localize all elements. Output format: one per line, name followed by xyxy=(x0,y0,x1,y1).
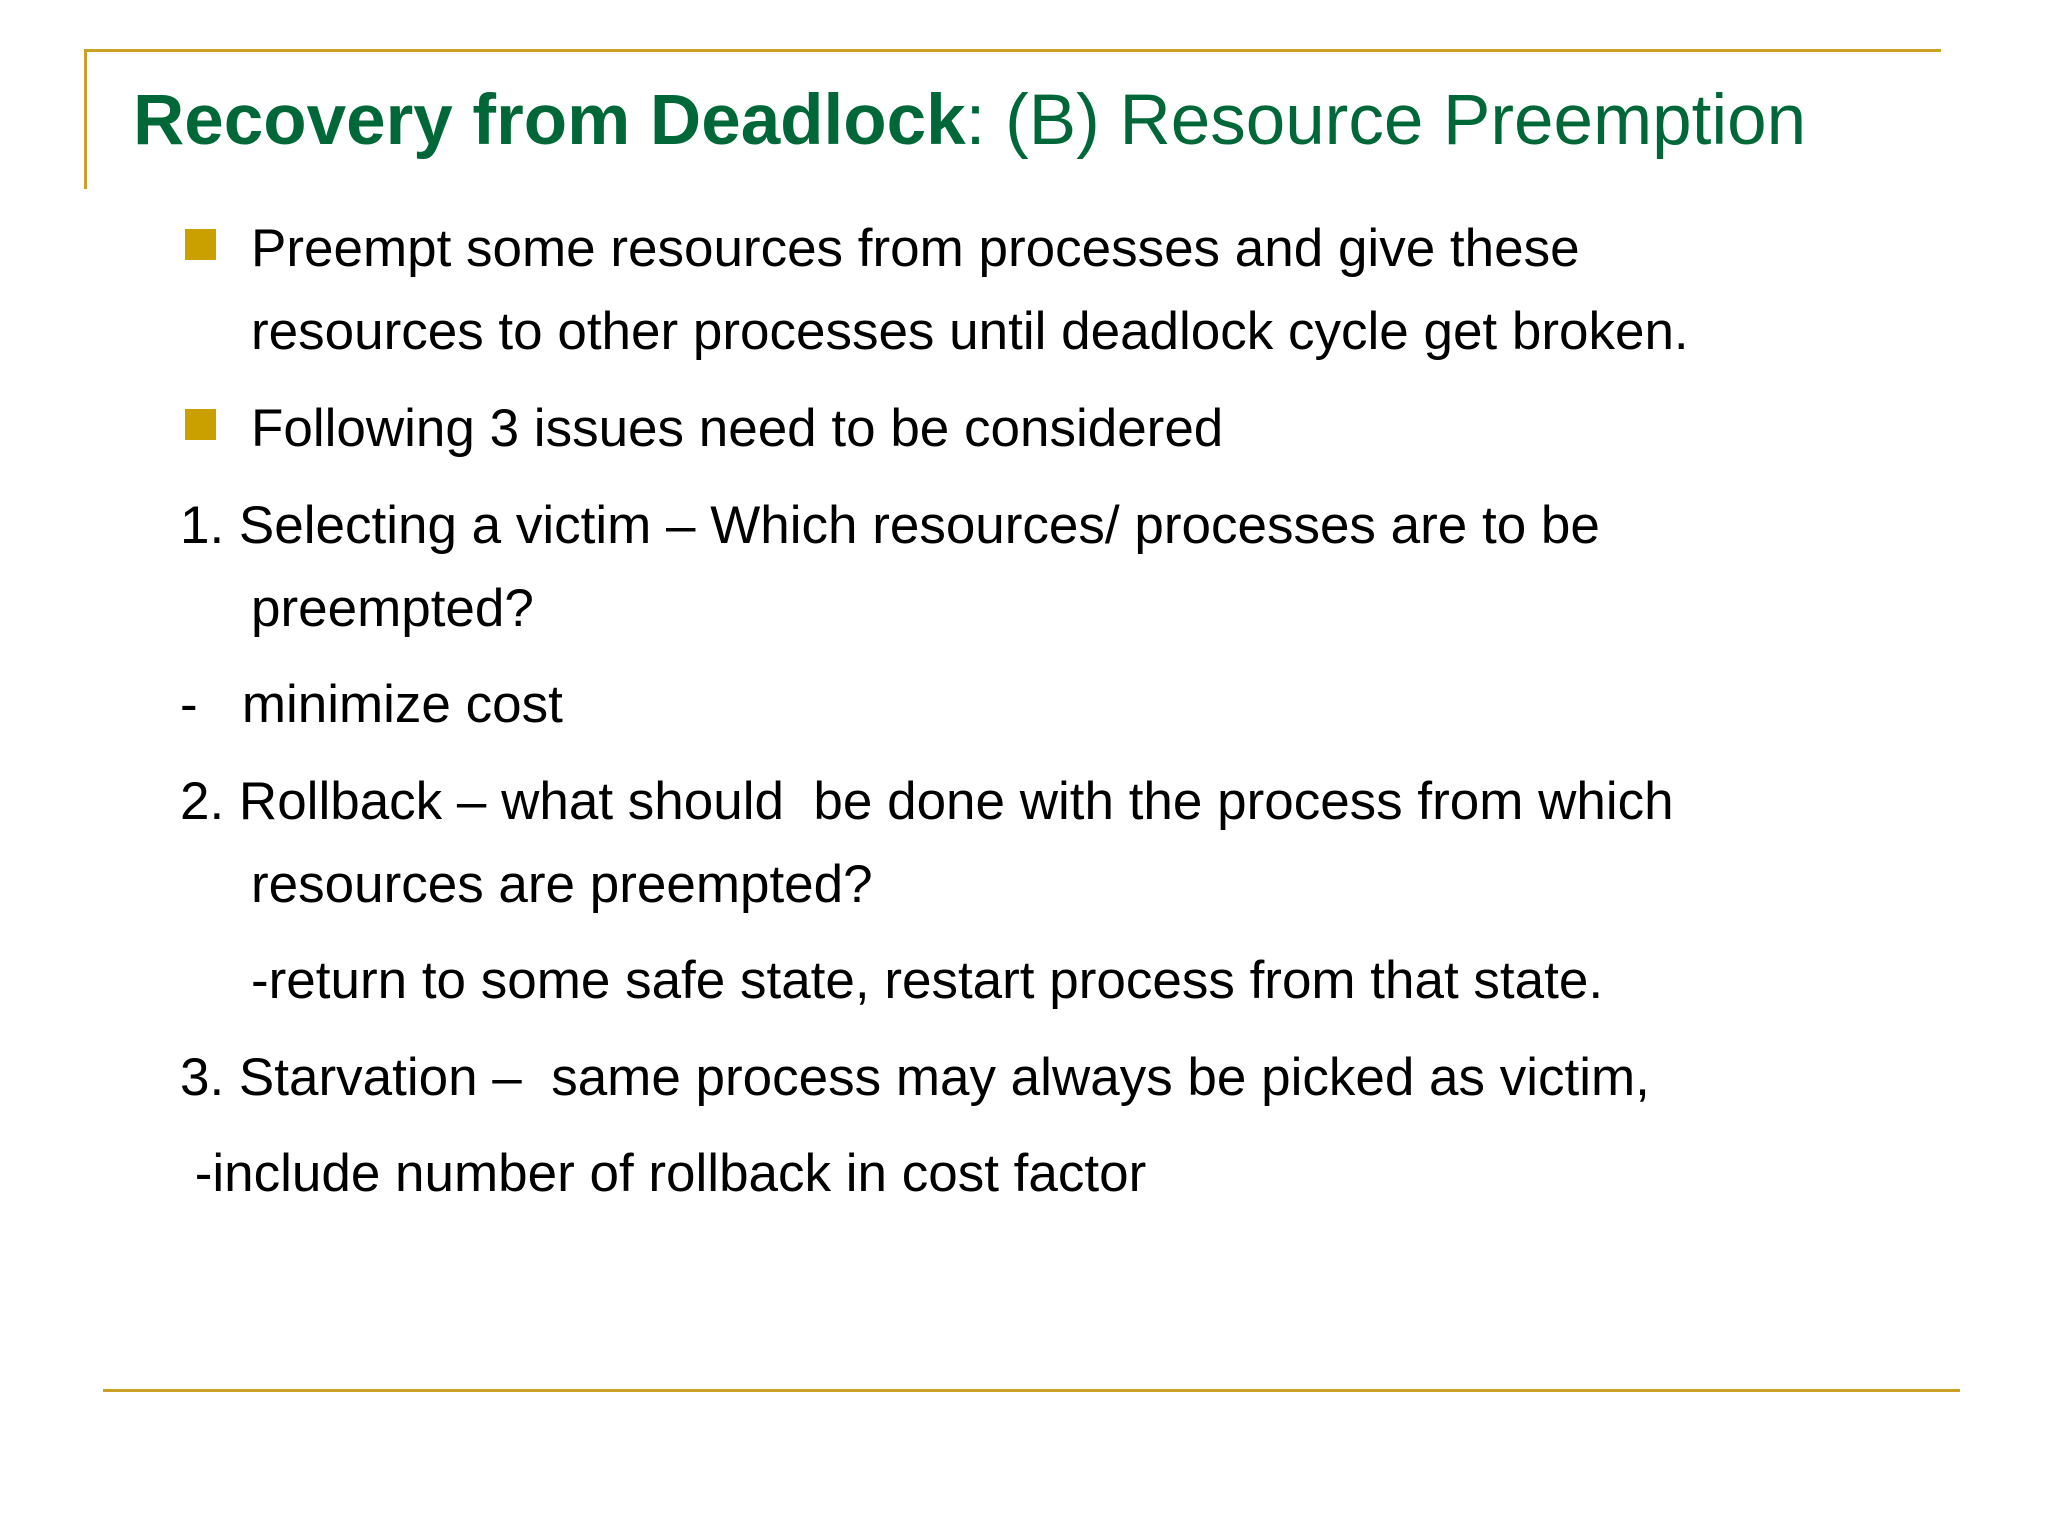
issue-2-line-2: resources are preempted? xyxy=(251,855,873,914)
bullet-1-line-2: resources to other processes until deadlock cycle get broken. xyxy=(251,302,1689,361)
bottom-accent-line xyxy=(103,1389,1960,1392)
slide-title xyxy=(133,78,1806,163)
issue-3-line-1: 3. Starvation – same process may always be picked as victim, xyxy=(180,1048,1650,1107)
top-accent-line xyxy=(84,49,1941,52)
square-bullet-icon xyxy=(185,229,216,260)
bullet-1-line-1: Preempt some resources from processes and give these xyxy=(251,219,1580,278)
issue-1-note: - minimize cost xyxy=(180,675,563,734)
bullet-2-line-1: Following 3 issues need to be considered xyxy=(251,399,1224,458)
issue-2-line-1: 2. Rollback – what should be done with the process from which xyxy=(180,772,1674,831)
issue-1-line-2: preempted? xyxy=(251,579,534,638)
issue-2-note: -return to some safe state, restart process from that state. xyxy=(251,951,1604,1010)
issue-3-note: -include number of rollback in cost factor xyxy=(180,1144,1147,1203)
slide-title-bold: Recovery from Deadlock xyxy=(133,81,966,160)
slide-title-rest: : (B) Resource Preemption xyxy=(965,81,1807,160)
square-bullet-icon xyxy=(185,409,216,440)
issue-1-line-1: 1. Selecting a victim – Which resources/ processes are to be xyxy=(180,496,1600,555)
left-accent-line xyxy=(84,49,87,189)
